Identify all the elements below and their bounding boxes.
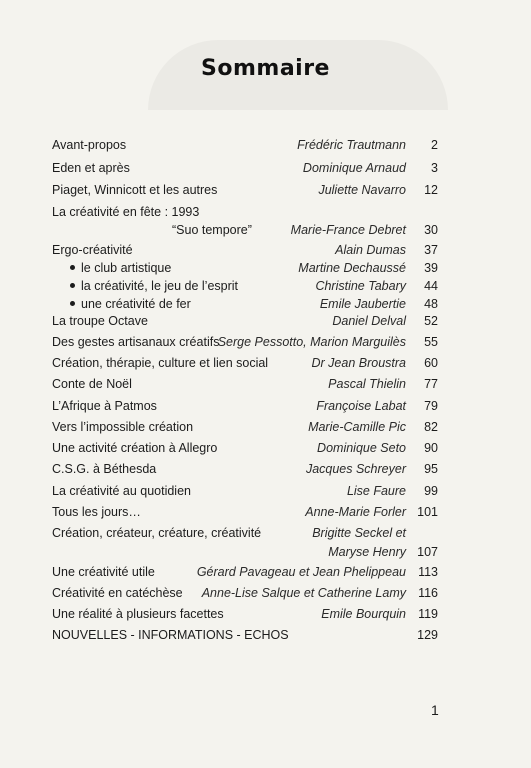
entry-page: 99: [424, 484, 438, 498]
entry-page: 3: [431, 161, 438, 175]
entry-page: 95: [424, 462, 438, 476]
entry-title: Une créativité utile: [52, 565, 155, 579]
entry-author: Lise Faure: [346, 484, 406, 498]
entry-author: Marie-France Debret: [290, 223, 406, 237]
page-number: 1: [431, 702, 439, 718]
entry-author: Jacques Schreyer: [305, 462, 406, 476]
entry-title: le club artistique: [81, 261, 172, 275]
entry-page: 44: [424, 279, 438, 293]
entry-title: C.S.G. à Béthesda: [52, 462, 157, 476]
entry-title: Une réalité à plusieurs facettes: [52, 607, 224, 621]
entry-author: Dominique Arnaud: [302, 161, 406, 175]
entry-title: Des gestes artisanaux créatifs: [52, 335, 220, 349]
entry-title: Création, thérapie, culture et lien social: [52, 356, 269, 370]
toc-entry: [52, 240, 438, 260]
entry-author: Françoise Labat: [316, 399, 406, 413]
entry-author: Martine Dechaussé: [298, 261, 406, 275]
entry-author: Marie-Camille Pic: [308, 420, 406, 434]
entry-author: Juliette Navarro: [318, 183, 406, 197]
entry-author: Alain Dumas: [335, 243, 406, 257]
toc-entry: [52, 396, 438, 416]
entry-page: 90: [424, 441, 438, 455]
toc-entry: [52, 417, 438, 437]
entry-page: 79: [424, 399, 438, 413]
toc-entry: [52, 374, 438, 394]
entry-title: La créativité au quotidien: [52, 484, 191, 498]
page-title: Sommaire: [201, 56, 330, 81]
entry-title: Tous les jours…: [52, 505, 141, 519]
entry-author: Christine Tabary: [315, 279, 406, 293]
entry-author: Dominique Seto: [317, 441, 406, 455]
entry-title: Création, créateur, créature, créativité: [52, 526, 262, 540]
entry-title: Vers l’impossible création: [52, 420, 194, 434]
entry-title: la créativité, le jeu de l’esprit: [81, 279, 239, 293]
entry-page: 39: [424, 261, 438, 275]
toc-entry: [52, 220, 438, 240]
entry-page: 116: [418, 586, 438, 600]
entry-title: Créativité en catéchèse: [52, 586, 183, 600]
entry-title: Une activité création à Allegro: [52, 441, 218, 455]
entry-title: Avant-propos: [52, 138, 127, 152]
entry-author: Emile Bourquin: [321, 607, 406, 621]
toc-entry: [52, 523, 438, 543]
toc-entry: [52, 353, 438, 373]
bullet-icon: [70, 265, 75, 270]
bullet-icon: [70, 283, 75, 288]
toc-entry: [52, 332, 438, 352]
entry-page: 77: [424, 377, 438, 391]
entry-subtitle: “Suo tempore”: [172, 223, 252, 237]
entry-title: Eden et après: [52, 161, 130, 175]
toc-entry: [52, 438, 438, 458]
entry-title: La créativité en fête : 1993: [52, 205, 200, 219]
toc-entry: [52, 158, 438, 178]
entry-title: La troupe Octave: [52, 314, 148, 328]
entry-page: 82: [424, 420, 438, 434]
entry-author: Daniel Delval: [332, 314, 406, 328]
entry-page: 60: [424, 356, 438, 370]
toc-entry: [52, 625, 438, 645]
entry-title: une créativité de fer: [81, 297, 191, 311]
entry-author: Dr Jean Broustra: [311, 356, 406, 370]
toc-entry: [52, 135, 438, 155]
toc-entry: [52, 276, 438, 296]
entry-title: L’Afrique à Patmos: [52, 399, 157, 413]
entry-author: Anne-Marie Forler: [305, 505, 406, 519]
entry-page: 107: [417, 545, 438, 559]
toc-entry: [52, 562, 438, 582]
entry-author: Maryse Henry: [328, 545, 406, 559]
entry-title: Conte de Noël: [52, 377, 132, 391]
entry-page: 30: [424, 223, 438, 237]
entry-page: 101: [417, 505, 438, 519]
entry-page: 2: [431, 138, 438, 152]
toc-entry: [52, 502, 438, 522]
entry-author: Brigitte Seckel et: [312, 526, 406, 540]
entry-page: 48: [424, 297, 438, 311]
entry-page: 55: [424, 335, 438, 349]
entry-author: Serge Pessotto, Marion Marguilès: [217, 335, 406, 349]
entry-title: Piaget, Winnicott et les autres: [52, 183, 218, 197]
entry-author: Pascal Thielin: [328, 377, 406, 391]
entry-page: 12: [424, 183, 438, 197]
toc-entry: [52, 202, 438, 222]
toc-entry: [52, 542, 438, 562]
entry-author: Frédéric Trautmann: [297, 138, 406, 152]
entry-page: 129: [417, 628, 438, 642]
toc-entry: [52, 258, 438, 278]
toc-entry: [52, 180, 438, 200]
toc-entry: [52, 583, 438, 603]
entry-author: Emile Jaubertie: [319, 297, 406, 311]
toc-entry: [52, 311, 438, 331]
entry-page: 52: [424, 314, 438, 328]
toc-entry: [52, 459, 438, 479]
entry-page: 113: [418, 565, 438, 579]
bullet-icon: [70, 301, 75, 306]
entry-page: 37: [424, 243, 438, 257]
toc-entry: [52, 604, 438, 624]
entry-page: 119: [418, 607, 438, 621]
toc-entry: [52, 481, 438, 501]
entry-title: NOUVELLES - INFORMATIONS - ECHOS: [52, 628, 289, 642]
entry-author: Anne-Lise Salque et Catherine Lamy: [201, 586, 406, 600]
entry-author: Gérard Pavageau et Jean Phelippeau: [196, 565, 406, 579]
entry-title: Ergo-créativité: [52, 243, 133, 257]
